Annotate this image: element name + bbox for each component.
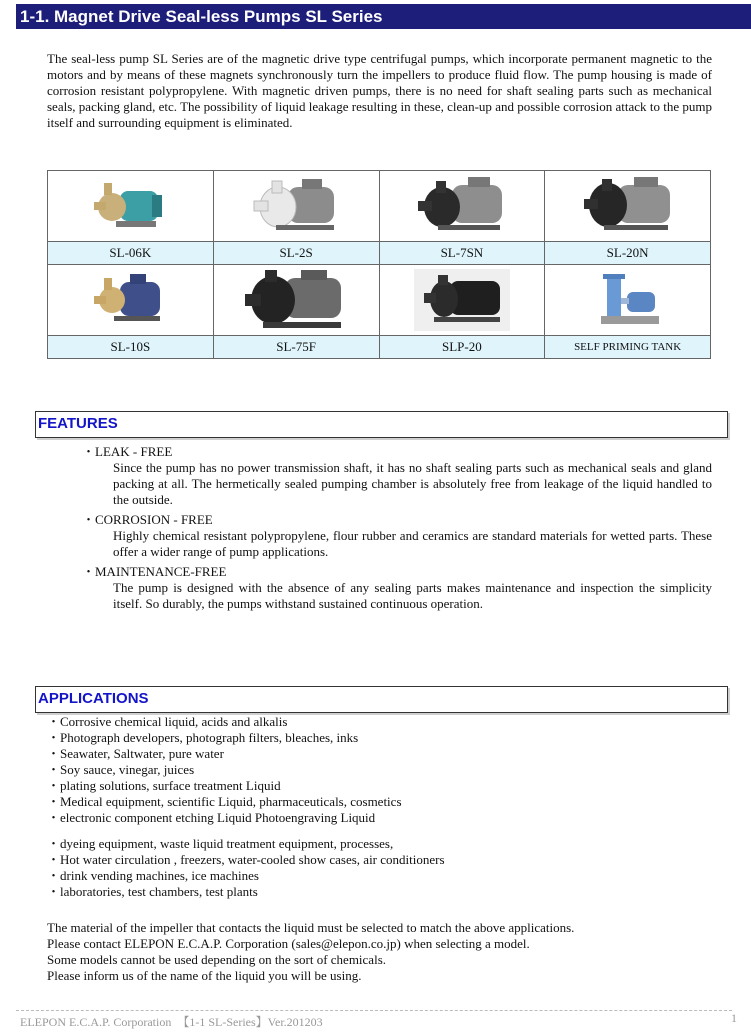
product-image-sl-2s xyxy=(213,171,379,242)
list-item: ・electronic component etching Liquid Photoengraving Liquid xyxy=(47,810,376,825)
features-list xyxy=(82,444,712,616)
applications-list xyxy=(47,714,717,900)
product-image-sl-06k xyxy=(48,171,214,242)
features-heading: FEATURES xyxy=(38,415,118,432)
list-item: ・Corrosive chemical liquid, acids and alkalis xyxy=(47,714,288,729)
features-heading-box xyxy=(35,411,728,438)
feature-body: The pump is designed with the absence of any sealing parts makes maintenance and inspection the simplicity itself. So durably, the pumps withstand sustained continuous operation. xyxy=(113,580,712,611)
product-image-slp-20 xyxy=(379,265,545,336)
product-image-sl-20n xyxy=(545,171,711,242)
applications-heading-box xyxy=(35,686,728,713)
model-label: SELF PRIMING TANK xyxy=(545,336,711,359)
applications-heading: APPLICATIONS xyxy=(38,690,149,707)
model-label: SLP-20 xyxy=(379,336,545,359)
product-image-self-priming-tank xyxy=(545,265,711,336)
model-label: SL-75F xyxy=(213,336,379,359)
page-number: 1 xyxy=(731,1011,737,1025)
feature-body: Since the pump has no power transmission shaft, it has no shaft sealing parts such as mechanical seals and gland packing at all. The hermetically sealed pumping chamber is absolutely free from leakage of the liquid handled to the outside. xyxy=(113,460,712,507)
list-item: ・dyeing equipment, waste liquid treatment equipment, processes, xyxy=(47,836,394,851)
model-label: SL-20N xyxy=(545,242,711,265)
model-label: SL-10S xyxy=(48,336,214,359)
list-item: ・Hot water circulation , freezers, water-cooled show cases, air conditioners xyxy=(47,852,445,867)
product-image-sl-10s xyxy=(48,265,214,336)
product-image-sl-75f xyxy=(213,265,379,336)
list-item: ・Medical equipment, scientific Liquid, pharmaceuticals, cosmetics xyxy=(47,794,402,809)
model-label: SL-2S xyxy=(213,242,379,265)
model-table xyxy=(47,170,711,359)
feature-title: ・CORROSION - FREE xyxy=(82,512,213,527)
closing-line: Please contact ELEPON E.C.A.P. Corporation (sales@elepon.co.jp) when selecting a model. xyxy=(47,936,530,951)
feature-title: ・MAINTENANCE-FREE xyxy=(82,564,227,579)
intro-paragraph: The seal-less pump SL Series are of the magnetic drive type centrifugal pumps, which incorporate permanent magnetic to the motors and by means of these magnets synchronously turn the impellers to produce fluid flow. The pump housing is made of corrosion resistant polypropylene. With magnetic driven pumps, there is no need for shaft sealing parts such as mechanical seals, packing gland, etc. The possibility of liquid leakage resulting in these, clean-up and possible corrosion attack to the pump itself and surrounding equipment is eliminated. xyxy=(47,51,712,130)
product-image-sl-7sn xyxy=(379,171,545,242)
list-item: ・Seawater, Saltwater, pure water xyxy=(47,746,224,761)
list-item: ・Photograph developers, photograph filters, bleaches, inks xyxy=(47,730,359,745)
model-label: SL-06K xyxy=(48,242,214,265)
model-label: SL-7SN xyxy=(379,242,545,265)
feature-body: Highly chemical resistant polypropylene, flour rubber and ceramics are standard materials for wetted parts. These offer a wider range of pump applications. xyxy=(113,528,712,559)
feature-title: ・LEAK - FREE xyxy=(82,444,173,459)
footer-divider xyxy=(16,1010,732,1011)
page-title: 1-1. Magnet Drive Seal-less Pumps SL Series xyxy=(16,4,751,29)
closing-line: The material of the impeller that contacts the liquid must be selected to match the above applications. xyxy=(47,920,575,935)
list-item: ・plating solutions, surface treatment Liquid xyxy=(47,778,281,793)
list-item: ・drink vending machines, ice machines xyxy=(47,868,259,883)
footer-text: ELEPON E.C.A.P. Corporation 【1-1 SL-Series】Ver.201203 xyxy=(20,1015,323,1029)
closing-line: Please inform us of the name of the liquid you will be using. xyxy=(47,968,362,983)
closing-line: Some models cannot be used depending on the sort of chemicals. xyxy=(47,952,387,967)
closing-notes xyxy=(47,920,717,984)
list-item: ・Soy sauce, vinegar, juices xyxy=(47,762,195,777)
list-item: ・laboratories, test chambers, test plants xyxy=(47,884,258,899)
